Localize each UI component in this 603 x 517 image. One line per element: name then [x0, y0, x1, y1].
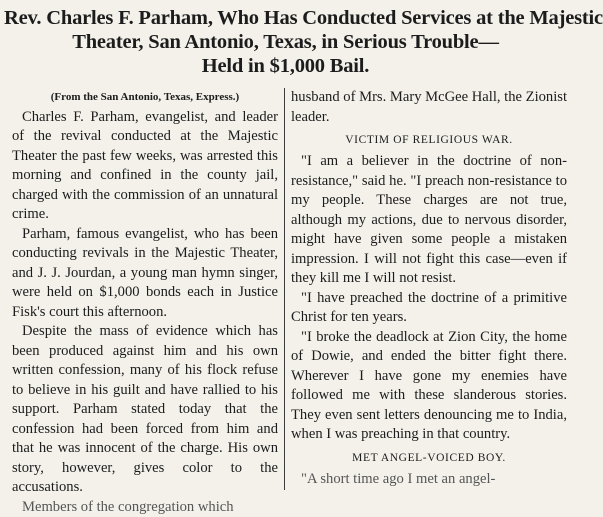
paragraph-arrest: Charles F. Parham, evangelist, and leader of the revival conducted at the Majestic Theater the past few weeks, was arrested this morning and confined in the county jail, charged with the commission of an unnatural crime.: [12, 108, 278, 225]
headline-line-3: Held in $1,000 Bail.: [4, 54, 567, 78]
paragraph-continued: husband of Mrs. Mary McGee Hall, the Zionist leader.: [291, 88, 567, 127]
subhead-victim: VICTIM OF RELIGIOUS WAR.: [291, 130, 567, 151]
left-column: [12, 88, 278, 517]
paragraph-congregation-partial: Members of the congregation which: [12, 498, 278, 517]
paragraph-evidence: Despite the mass of evidence which has been produced against him and his own written confession, many of his flock refuse to believe in his guilt and have rallied to his support. Parham stated today that the confession had been forced from him and that he was innocent of the charge. His own story, however, gives color to the accusations.: [12, 322, 278, 498]
column-divider: [284, 88, 285, 490]
right-column: [291, 88, 567, 489]
headline: [4, 6, 567, 78]
headline-line-1: Rev. Charles F. Parham, Who Has Conducted Services at the Majestic: [4, 6, 567, 30]
paragraph-primitive-christ: "I have preached the doctrine of a primitive Christ for ten years.: [291, 289, 567, 328]
paragraph-zion-city: "I broke the deadlock at Zion City, the home of Dowie, and ended the bitter fight there. Wherever I have gone my enemies have followed me with these slanderous stories. They even sent letters denouncing me to India, when I was preaching in that country.: [291, 328, 567, 445]
subhead-angel-voiced: MET ANGEL-VOICED BOY.: [291, 448, 567, 469]
headline-line-2: Theater, San Antonio, Texas, in Serious Trouble—: [4, 30, 567, 54]
paragraph-bonds: Parham, famous evangelist, who has been conducting revivals in the Majestic Theater, and J. J. Jourdan, a young man hymn singer, were held on $1,000 bonds each in Justice Fisk's court this afternoon.: [12, 225, 278, 323]
paragraph-angel-partial: "A short time ago I met an angel-: [291, 470, 567, 490]
paragraph-nonresistance: "I am a believer in the doctrine of non-resistance," said he. "I preach non-resistance to my people. These charges are not true, although my actions, due to nervous disorder, might have given some people a mistaken impression. I will not fight this case—even if they kill me I will not resist.: [291, 152, 567, 289]
source-credit: (From the San Antonio, Texas, Express.): [12, 88, 278, 108]
